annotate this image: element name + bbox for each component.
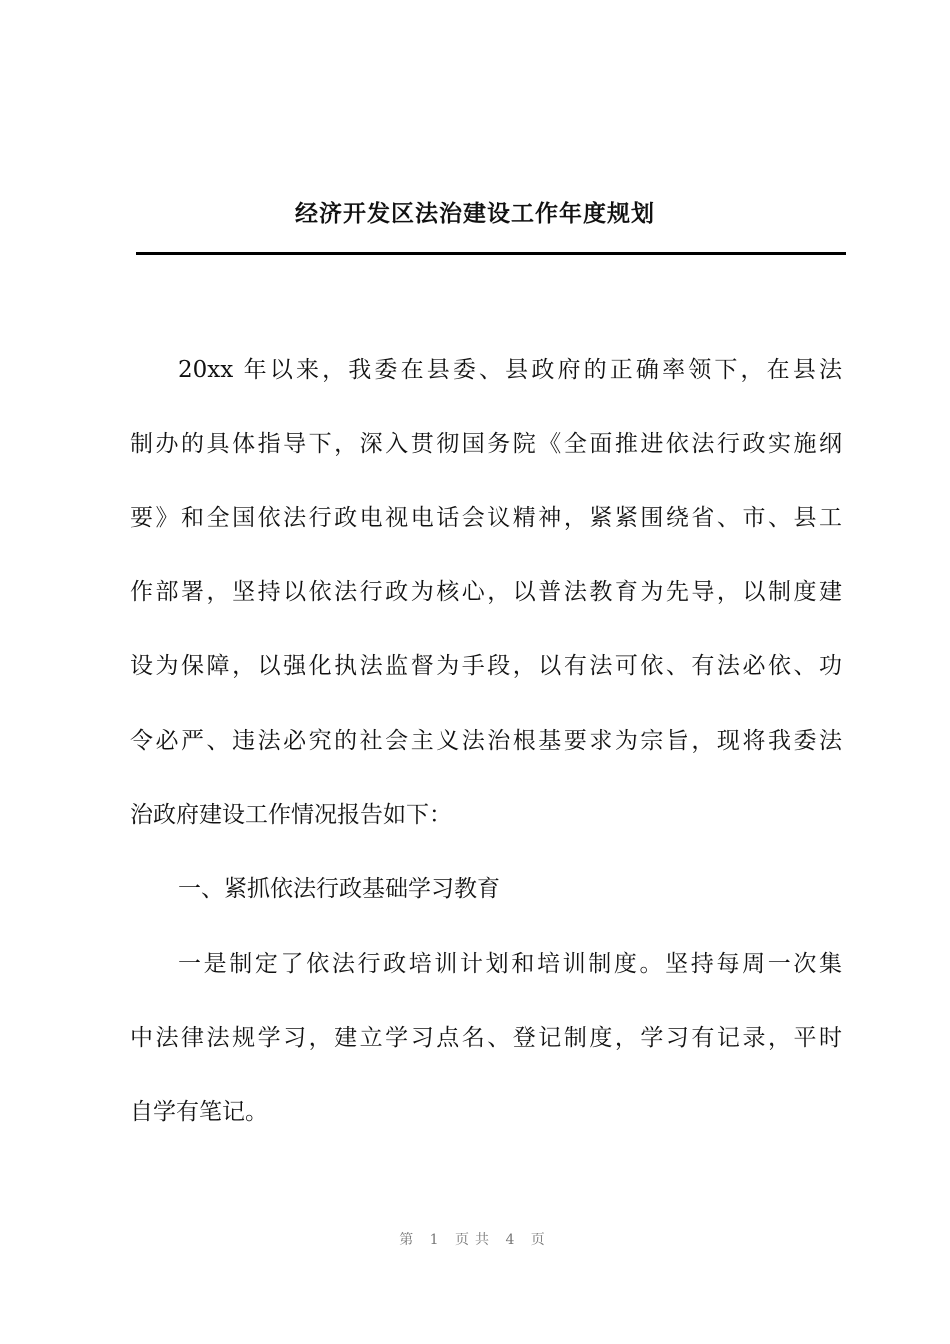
paragraph-line: 中法律法规学习，建立学习点名、登记制度，学习有记录，平时 <box>130 1025 842 1051</box>
paragraph-line: 治政府建设工作情况报告如下： <box>130 802 452 828</box>
paragraph-line: 一是制定了依法行政培训计划和培训制度。坚持每周一次集 <box>178 951 842 977</box>
paragraph-line: 自学有笔记。 <box>130 1099 268 1125</box>
paragraph-line: 20xx 年以来，我委在县委、县政府的正确率领下，在县法 <box>178 357 842 383</box>
document-title: 经济开发区法治建设工作年度规划 <box>295 201 655 227</box>
section-heading: 一、紧抓依法行政基础学习教育 <box>178 876 500 902</box>
paragraph-line: 要》和全国依法行政电视电话会议精神，紧紧围绕省、市、县工 <box>130 505 842 531</box>
paragraph-line: 设为保障，以强化执法监督为手段，以有法可依、有法必依、功 <box>130 653 842 679</box>
paragraph-line: 制办的具体指导下，深入贯彻国务院《全面推进依法行政实施纲 <box>130 431 842 457</box>
paragraph-line: 作部署，坚持以依法行政为核心，以普法教育为先导，以制度建 <box>130 579 842 605</box>
page-footer: 第 1 页共 4 页 <box>399 1232 551 1248</box>
paragraph-line: 令必严、违法必究的社会主义法治根基要求为宗旨，现将我委法 <box>130 728 842 754</box>
title-divider <box>136 252 846 255</box>
